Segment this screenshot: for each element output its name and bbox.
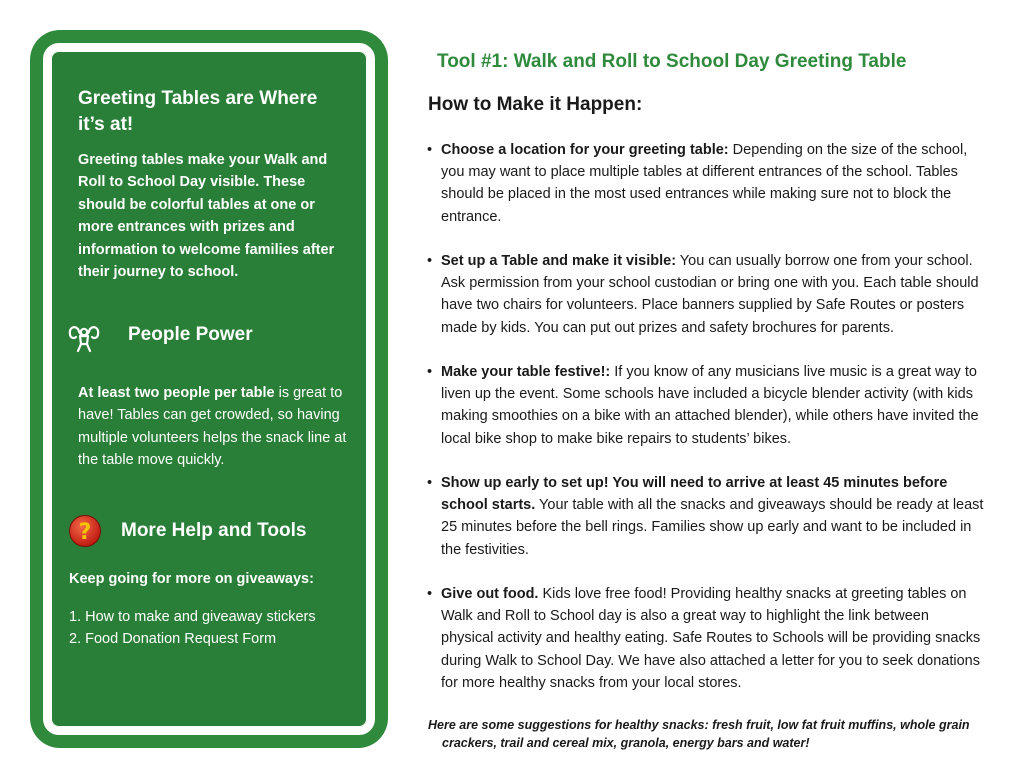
bullet: • xyxy=(427,364,433,380)
list-item xyxy=(425,472,985,561)
step-lead: Give out food. xyxy=(441,586,539,602)
step-text: Kids love free food! Providing healthy snacks at greeting tables on Walk and Roll to School day is also a great way to highlight the link between physical activity and healthy eating. Safe Routes to Schools will be providing snacks during Walk to School Day. We have also attached a letter for you to seek donations for more healthy snacks from your local stores. xyxy=(441,586,981,691)
list-item xyxy=(425,139,985,228)
step-text: Depending on the size of the school, you may want to place multiple tables at different entrances of the school. Tables should be placed in the most used entrances while making sure not to block the entrance. xyxy=(441,142,968,225)
list-item xyxy=(425,250,985,339)
help-list-item: 1. How to make and giveaway stickers xyxy=(69,609,316,625)
people-power-body: is great to have! Tables can get crowded, so having multiple volunteers helps the snack line at the table move quickly. xyxy=(78,385,347,469)
more-help-heading: More Help and Tools xyxy=(121,520,307,541)
sidebar-intro: Greeting tables make your Walk and Roll to School Day visible. These should be colorful tables at one or more entrances with prizes and information to welcome families after their journey to school. xyxy=(78,152,335,281)
bullet: • xyxy=(427,586,433,602)
svg-text:?: ? xyxy=(78,520,92,545)
question-mark-icon xyxy=(68,514,102,548)
step-text: You can usually borrow one from your school. Ask permission from your school custodian or bring one with you. Each table should have two chairs for volunteers. Place banners supplied by Safe Routes or posters made by kids. You can put out prizes and safety brochures for parents. xyxy=(441,253,979,336)
step-lead: Show up early to set up! You will need to arrive at least 45 minutes before school starts. xyxy=(441,475,948,514)
list-item xyxy=(425,361,985,450)
step-lead: Make your table festive!: xyxy=(441,364,611,380)
steps-list xyxy=(425,139,985,694)
list-item xyxy=(425,583,985,694)
step-text: Your table with all the snacks and giveaways should be ready at least 25 minutes before the bell rings. Families show up early and want to be included in the festivities. xyxy=(441,497,984,558)
bullet: • xyxy=(427,253,433,269)
more-help-lead: Keep going for more on giveaways: xyxy=(69,571,314,587)
flexing-arms-icon xyxy=(66,320,102,354)
footnote-line: Here are some suggestions for healthy snacks: fresh fruit, low fat fruit muffins, whole grain xyxy=(428,718,970,732)
step-lead: Set up a Table and make it visible: xyxy=(441,253,677,269)
sidebar-title: Greeting Tables are Where it’s at! xyxy=(78,88,318,135)
page-title: Tool #1: Walk and Roll to School Day Greeting Table xyxy=(437,51,907,72)
bullet: • xyxy=(427,142,433,158)
people-power-heading: People Power xyxy=(128,324,253,345)
snack-suggestions-note xyxy=(428,716,988,752)
page-subtitle: How to Make it Happen: xyxy=(428,94,643,115)
step-text: If you know of any musicians live music is a great way to liven up the event. Some schools have included a bicycle blender activity (with kids making smoothies on a bike with an attached blender), while others have invited the local bike shop to make bike repairs to students’ bikes. xyxy=(441,364,979,447)
help-list-item: 2. Food Donation Request Form xyxy=(69,631,277,648)
people-power-text xyxy=(78,382,350,472)
bullet: • xyxy=(427,475,433,491)
footnote-line: crackers, trail and cereal mix, granola, energy bars and water! xyxy=(442,736,810,750)
step-lead: Choose a location for your greeting table: xyxy=(441,142,729,158)
more-help-list xyxy=(69,606,359,651)
people-power-lead: At least two people per table xyxy=(78,385,275,401)
